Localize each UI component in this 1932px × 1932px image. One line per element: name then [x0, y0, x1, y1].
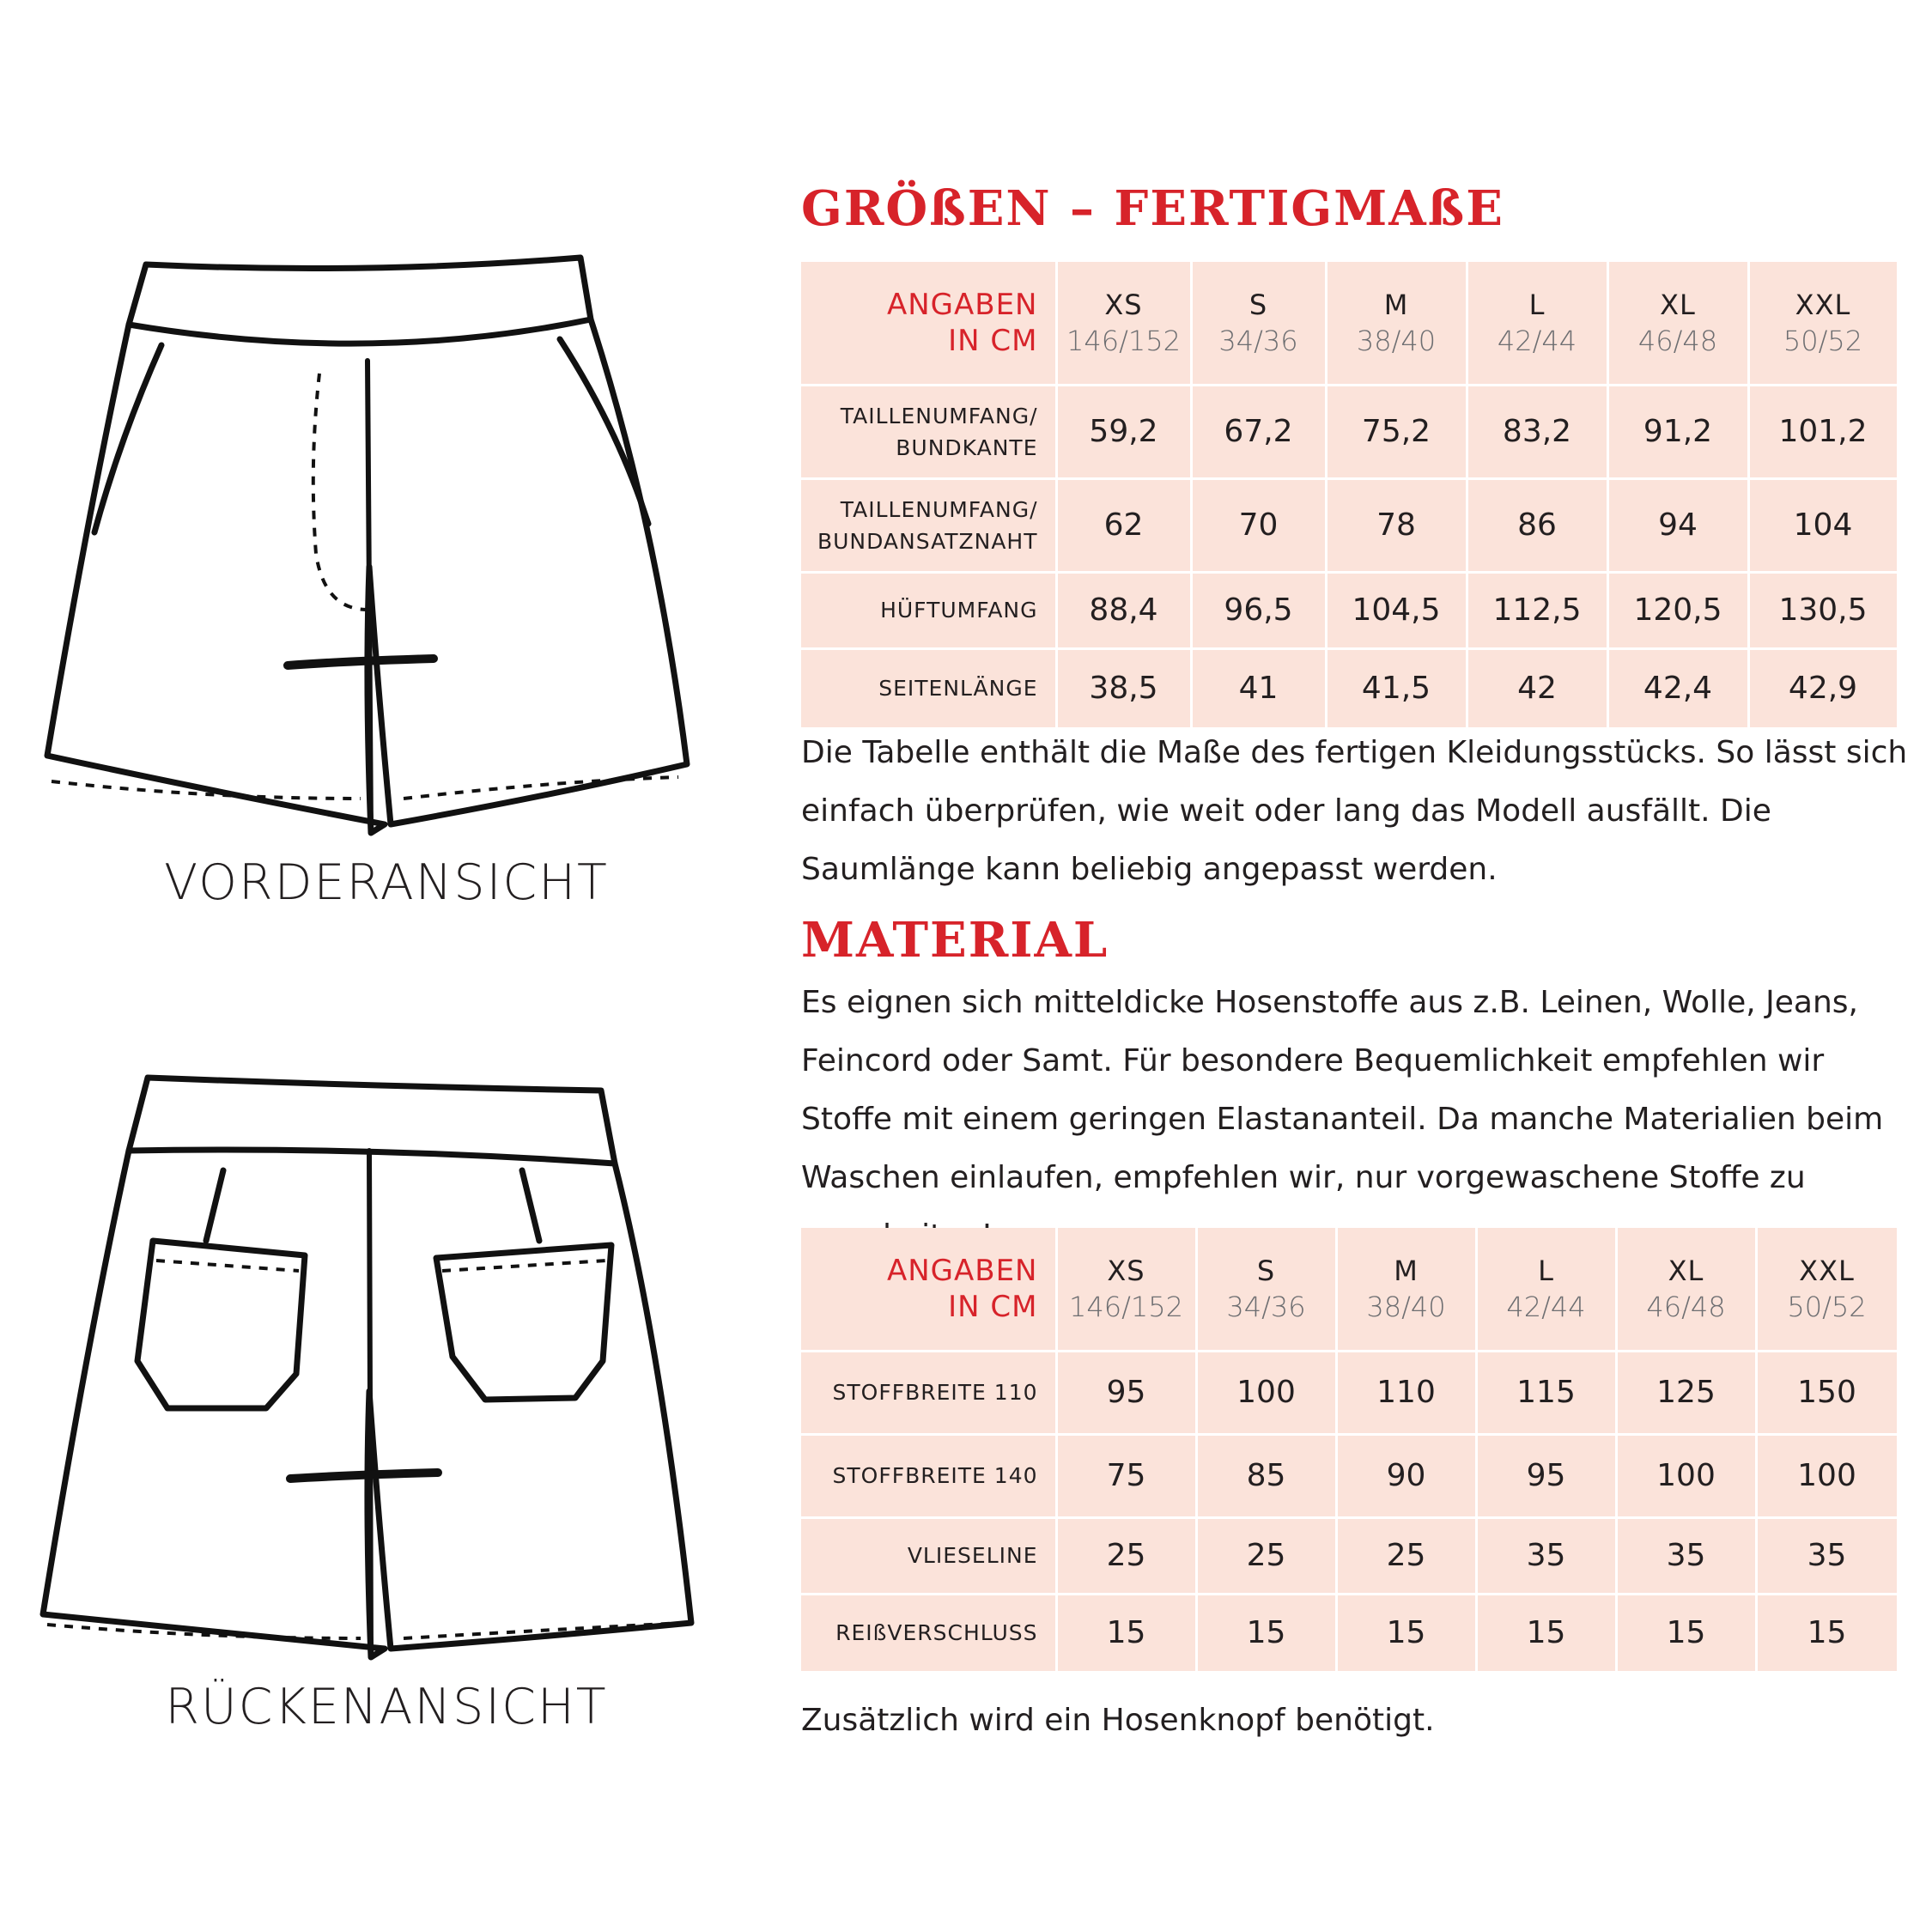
- value-cell: 67,2: [1191, 385, 1326, 478]
- row-label-line1: TAILLENUMFANG/: [840, 403, 1038, 428]
- size-name: M: [1383, 288, 1409, 321]
- value-cell: 94: [1607, 478, 1748, 572]
- value-cell: 115: [1476, 1351, 1616, 1434]
- row-label-line2: BUNDKANTE: [896, 434, 1038, 460]
- units-header-cell: [801, 262, 1056, 385]
- value-cell: 35: [1616, 1517, 1756, 1594]
- value-cell: 25: [1056, 1517, 1196, 1594]
- value-cell: 41: [1191, 648, 1326, 728]
- size-header-l: [1467, 262, 1607, 385]
- value-cell: 110: [1336, 1351, 1476, 1434]
- size-range: 34/36: [1218, 324, 1298, 357]
- value-cell: 15: [1196, 1594, 1336, 1672]
- size-header-s: [1196, 1228, 1336, 1351]
- size-header-xl: [1616, 1228, 1756, 1351]
- sizes-note: Die Tabelle enthält die Maße des fertigen Kleidungsstücks. So lässt sich einfach überprüfen, wie weit oder lang das Modell ausfällt. Die Saumlänge kann beliebig angepasst werden.: [801, 735, 1908, 887]
- value-cell: 88,4: [1056, 572, 1191, 648]
- size-range: 34/36: [1226, 1290, 1306, 1323]
- table-row: [801, 572, 1898, 648]
- value-cell: 91,2: [1607, 385, 1748, 478]
- table-row: [801, 478, 1898, 572]
- value-cell: 104,5: [1326, 572, 1467, 648]
- back-view-sketch: [0, 1065, 773, 1666]
- size-header-m: [1326, 262, 1467, 385]
- value-cell: 78: [1326, 478, 1467, 572]
- size-name: L: [1528, 288, 1546, 321]
- size-range: 146/152: [1066, 324, 1181, 357]
- material-requirements-table: [801, 1228, 1899, 1674]
- row-label: STOFFBREITE 140: [801, 1434, 1056, 1517]
- value-cell: 85: [1196, 1434, 1336, 1517]
- value-cell: 59,2: [1056, 385, 1191, 478]
- size-range: 42/44: [1506, 1290, 1586, 1323]
- units-label-line1: ANGABEN: [886, 287, 1038, 322]
- size-header-xs: [1056, 1228, 1196, 1351]
- value-cell: 42,9: [1748, 648, 1898, 728]
- size-range: 46/48: [1637, 324, 1718, 357]
- units-label-line2: IN CM: [948, 1289, 1038, 1324]
- size-name: XXL: [1799, 1254, 1855, 1287]
- value-cell: 25: [1196, 1517, 1336, 1594]
- value-cell: 120,5: [1607, 572, 1748, 648]
- row-label: VLIESELINE: [801, 1517, 1056, 1594]
- value-cell: 15: [1756, 1594, 1898, 1672]
- row-label-line2: BUNDANSATZNAHT: [817, 528, 1038, 554]
- value-cell: 42: [1467, 648, 1607, 728]
- value-cell: 35: [1476, 1517, 1616, 1594]
- size-header-xxl: [1756, 1228, 1898, 1351]
- size-range: 42/44: [1497, 324, 1577, 357]
- size-name: M: [1394, 1254, 1419, 1287]
- back-view-caption: RÜCKENANSICHT: [165, 1679, 608, 1735]
- back-shorts-drawing: [0, 1065, 773, 1666]
- value-cell: 42,4: [1607, 648, 1748, 728]
- table-row: [801, 1434, 1898, 1517]
- value-cell: 100: [1616, 1434, 1756, 1517]
- size-name: S: [1249, 288, 1268, 321]
- size-name: L: [1538, 1254, 1554, 1287]
- size-header-l: [1476, 1228, 1616, 1351]
- value-cell: 95: [1476, 1434, 1616, 1517]
- finished-measurements-table: [801, 262, 1899, 730]
- material-footnote: Zusätzlich wird ein Hosenknopf benötigt.: [801, 1703, 1435, 1738]
- size-range: 146/152: [1069, 1290, 1183, 1323]
- row-label: REIßVERSCHLUSS: [801, 1594, 1056, 1672]
- material-text: Es eignen sich mitteldicke Hosenstoffe aus z.B. Leinen, Wolle, Jeans, Feincord oder Samt. Für besondere Bequemlichkeit empfehlen wir Stoffe mit einem geringen Elastananteil. Da manche Materialien beim Waschen einlaufen, empfehlen wir, nur vorgewaschene Stoffe zu: [801, 985, 1884, 1195]
- size-header-row: [801, 262, 1898, 385]
- size-name: XL: [1668, 1254, 1704, 1287]
- size-header-row: [801, 1228, 1898, 1351]
- row-label: STOFFBREITE 110: [801, 1351, 1056, 1434]
- sizes-heading: GRÖßEN – FERTIGMAßE: [801, 180, 1504, 237]
- size-header-xs: [1056, 262, 1191, 385]
- value-cell: 62: [1056, 478, 1191, 572]
- row-label-line1: TAILLENUMFANG/: [840, 496, 1038, 522]
- units-label-line1: ANGABEN: [886, 1253, 1038, 1288]
- size-header-m: [1336, 1228, 1476, 1351]
- size-name: XS: [1107, 1254, 1145, 1287]
- value-cell: 90: [1336, 1434, 1476, 1517]
- material-heading: MATERIAL: [801, 912, 1109, 969]
- size-name: XL: [1660, 288, 1696, 321]
- value-cell: 86: [1467, 478, 1607, 572]
- value-cell: 15: [1476, 1594, 1616, 1672]
- value-cell: 112,5: [1467, 572, 1607, 648]
- size-name: XXL: [1795, 288, 1851, 321]
- size-range: 38/40: [1356, 324, 1437, 357]
- value-cell: 15: [1616, 1594, 1756, 1672]
- value-cell: 15: [1336, 1594, 1476, 1672]
- row-label: HÜFTUMFANG: [801, 572, 1056, 648]
- value-cell: 100: [1196, 1351, 1336, 1434]
- value-cell: 150: [1756, 1351, 1898, 1434]
- front-view-caption: VORDERANSICHT: [164, 854, 609, 911]
- value-cell: 96,5: [1191, 572, 1326, 648]
- value-cell: 130,5: [1748, 572, 1898, 648]
- front-view-sketch: [0, 240, 773, 841]
- row-label: [801, 478, 1056, 572]
- size-name: XS: [1104, 288, 1143, 321]
- size-header-s: [1191, 262, 1326, 385]
- size-range: 50/52: [1783, 324, 1863, 357]
- size-range: 38/40: [1366, 1290, 1446, 1323]
- value-cell: 101,2: [1748, 385, 1898, 478]
- size-range: 46/48: [1646, 1290, 1726, 1323]
- size-range: 50/52: [1787, 1290, 1867, 1323]
- value-cell: 75: [1056, 1434, 1196, 1517]
- value-cell: 83,2: [1467, 385, 1607, 478]
- value-cell: 15: [1056, 1594, 1196, 1672]
- table-row: [801, 385, 1898, 478]
- value-cell: 70: [1191, 478, 1326, 572]
- value-cell: 95: [1056, 1351, 1196, 1434]
- value-cell: 75,2: [1326, 385, 1467, 478]
- value-cell: 100: [1756, 1434, 1898, 1517]
- units-label-line2: IN CM: [948, 323, 1038, 358]
- value-cell: 25: [1336, 1517, 1476, 1594]
- value-cell: 41,5: [1326, 648, 1467, 728]
- table-row: [801, 1351, 1898, 1434]
- value-cell: 104: [1748, 478, 1898, 572]
- row-label: [801, 385, 1056, 478]
- units-header-cell: [801, 1228, 1056, 1351]
- size-header-xl: [1607, 262, 1748, 385]
- front-shorts-drawing: [0, 240, 773, 841]
- table-row: [801, 1594, 1898, 1672]
- value-cell: 35: [1756, 1517, 1898, 1594]
- table-row: [801, 1517, 1898, 1594]
- value-cell: 38,5: [1056, 648, 1191, 728]
- value-cell: 125: [1616, 1351, 1756, 1434]
- size-name: S: [1256, 1254, 1276, 1287]
- table-row: [801, 648, 1898, 728]
- size-header-xxl: [1748, 262, 1898, 385]
- row-label: SEITENLÄNGE: [801, 648, 1056, 728]
